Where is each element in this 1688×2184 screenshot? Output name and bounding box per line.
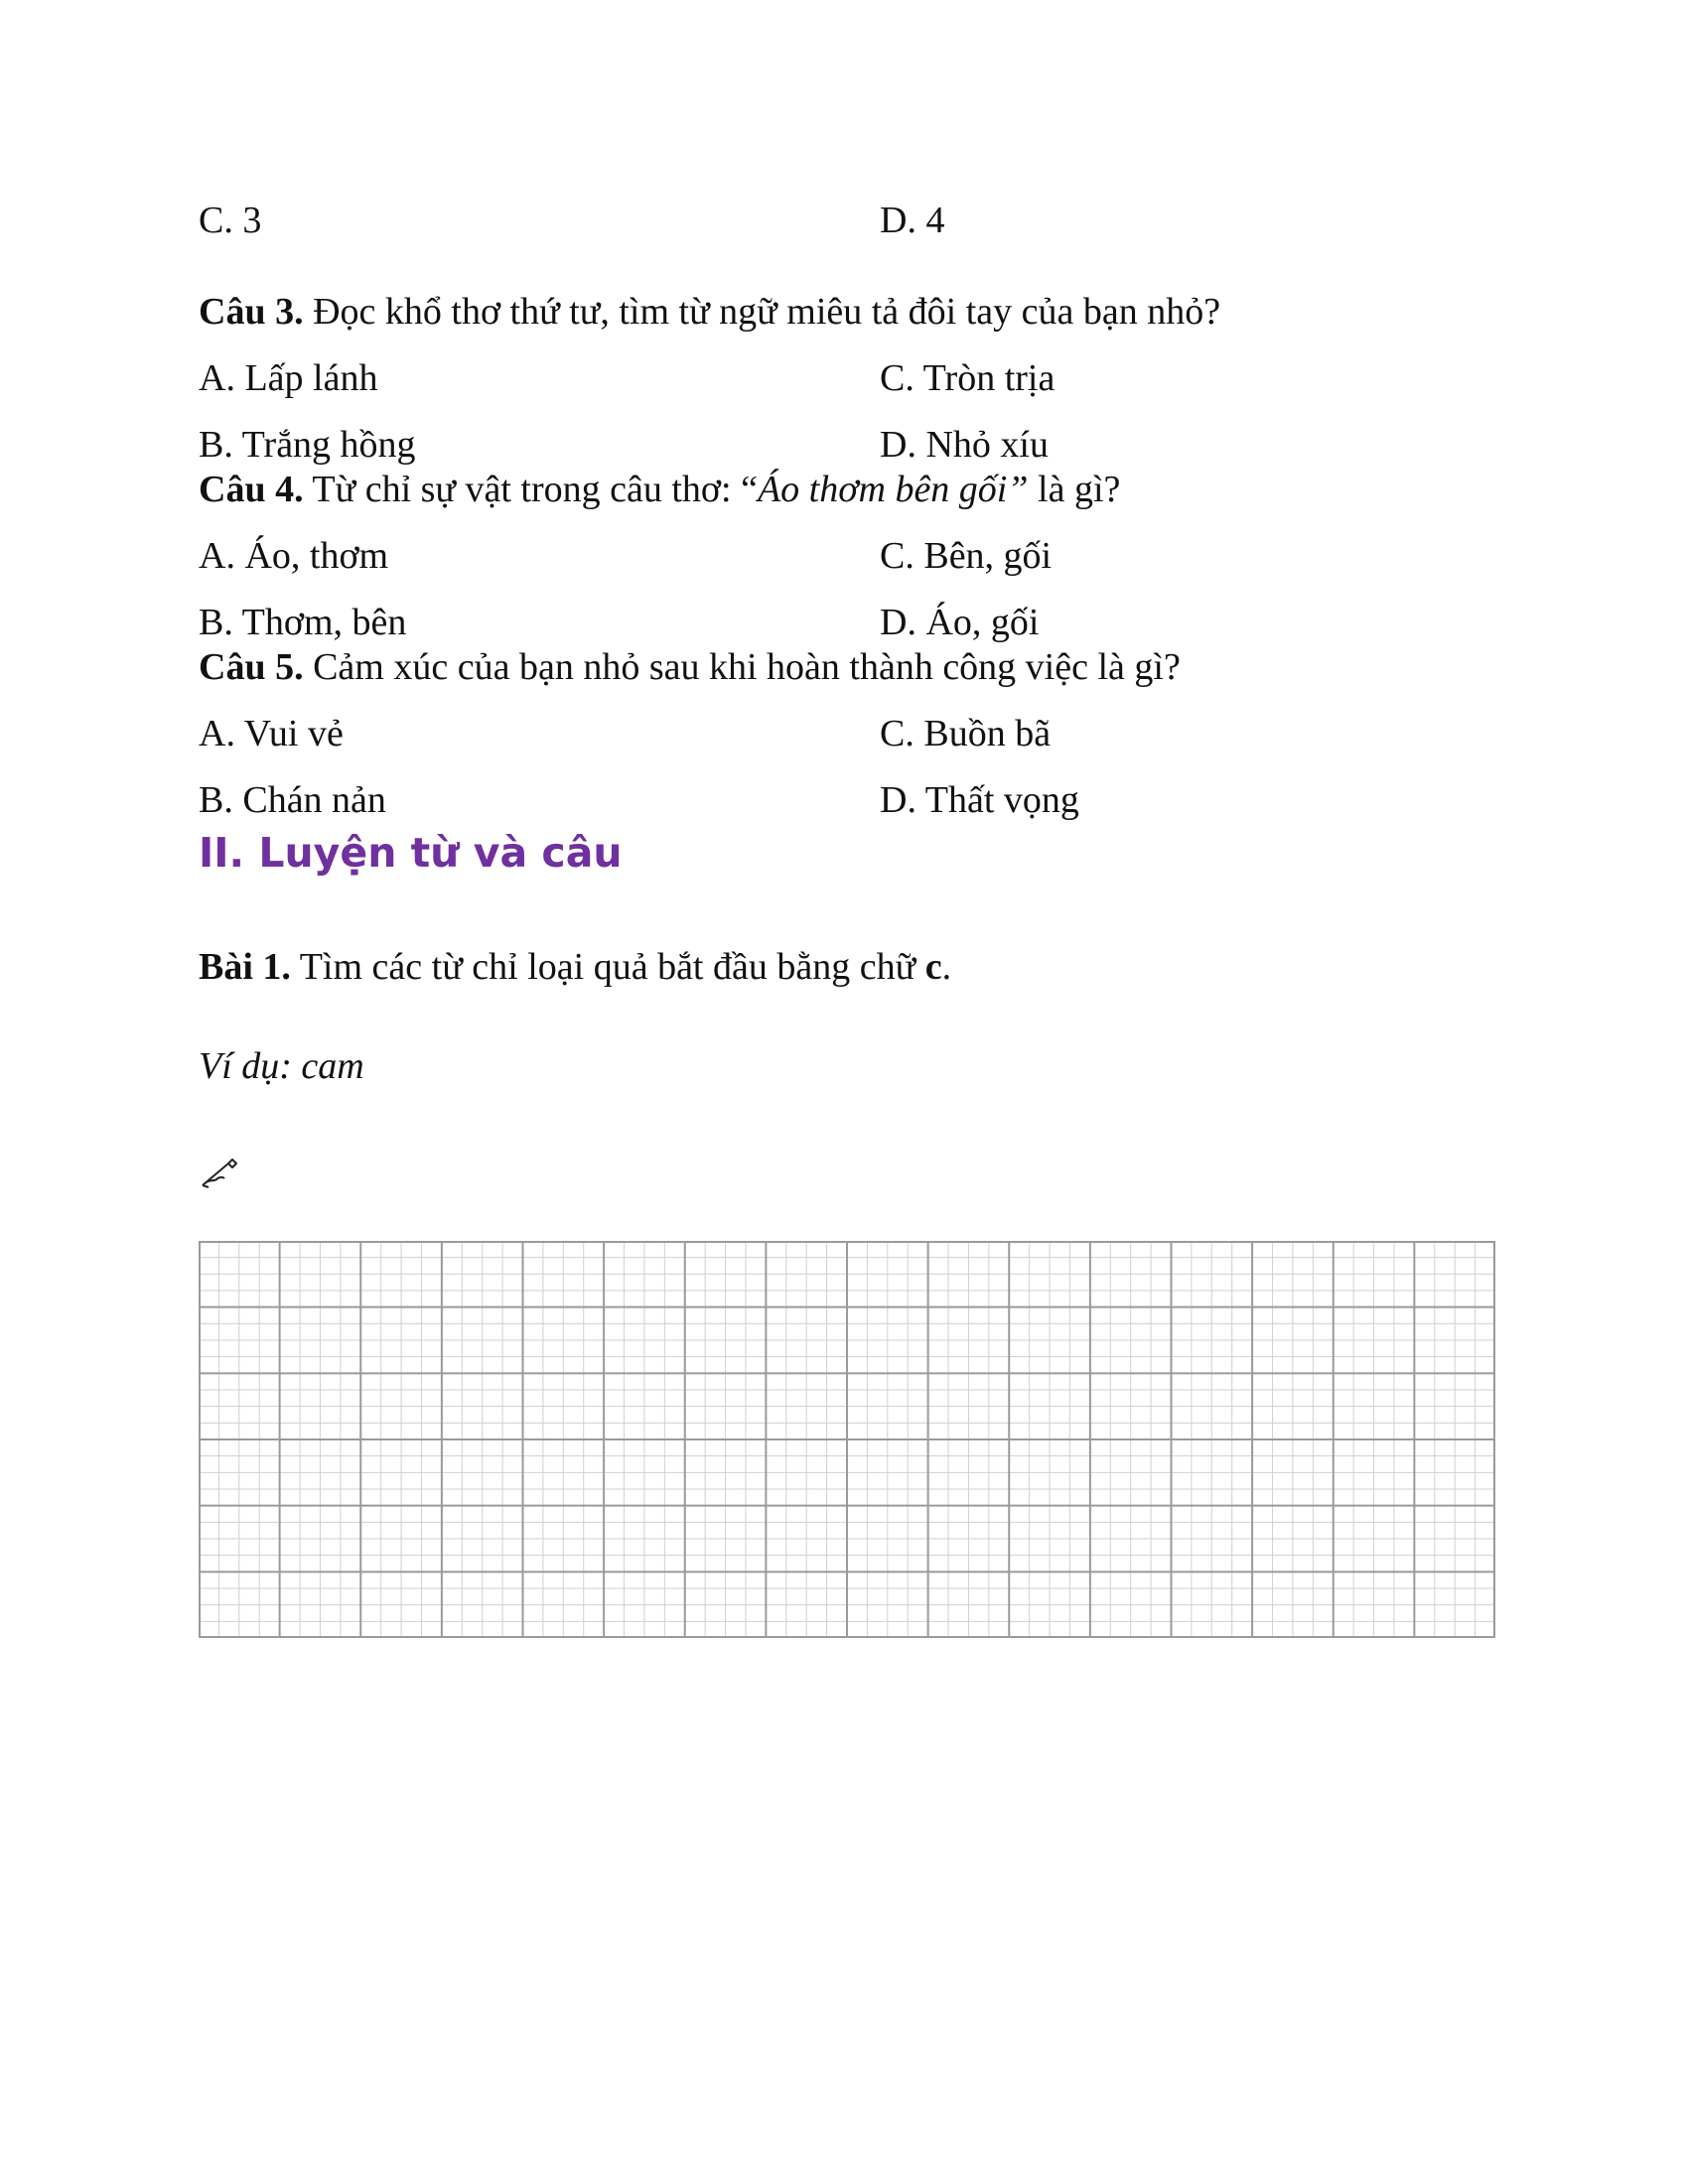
question-5 xyxy=(199,644,1181,690)
q2-option-c: C. 3 xyxy=(199,200,262,241)
question-5-text: Cảm xúc của bạn nhỏ sau khi hoàn thành công việc là gì? xyxy=(303,646,1181,688)
q4-option-d: D. Áo, gối xyxy=(880,602,1040,643)
exercise-1-text: Tìm các từ chỉ loại quả bắt đầu bằng chữ xyxy=(290,946,925,988)
q3-option-c: C. Tròn trịa xyxy=(880,357,1055,399)
q2-option-d: D. 4 xyxy=(880,200,945,241)
q3-option-a: A. Lấp lánh xyxy=(199,357,378,399)
exercise-1-letter: c xyxy=(924,946,942,988)
q5-option-a: A. Vui vẻ xyxy=(199,713,344,754)
exercise-1 xyxy=(199,944,951,990)
question-3-label: Câu 3. xyxy=(199,291,304,333)
q3-option-d: D. Nhỏ xíu xyxy=(880,424,1049,466)
question-3 xyxy=(199,289,1220,335)
question-4-quote: Áo thơm bên gối” xyxy=(757,469,1029,510)
section-title: II. Luyện từ và câu xyxy=(199,829,623,877)
q4-option-c: C. Bên, gối xyxy=(880,535,1053,577)
q5-option-b: B. Chán nản xyxy=(199,779,386,821)
exercise-1-label: Bài 1. xyxy=(199,946,291,988)
example-text: Ví dụ: cam xyxy=(199,1045,364,1087)
exercise-1-end: . xyxy=(941,946,952,988)
q3-option-b: B. Trắng hồng xyxy=(199,424,416,466)
question-4-text-before: Từ chỉ sự vật trong câu thơ: “ xyxy=(303,469,758,510)
q4-option-b: B. Thơm, bên xyxy=(199,602,407,643)
question-4 xyxy=(199,467,1120,512)
writing-hand-icon xyxy=(199,1150,242,1193)
q5-option-c: C. Buồn bã xyxy=(880,713,1052,754)
question-5-label: Câu 5. xyxy=(199,646,304,688)
question-3-text: Đọc khổ thơ thứ tư, tìm từ ngữ miêu tả đôi tay của bạn nhỏ? xyxy=(303,291,1221,333)
q4-option-a: A. Áo, thơm xyxy=(199,535,389,577)
question-4-label: Câu 4. xyxy=(199,469,304,510)
q5-option-d: D. Thất vọng xyxy=(880,779,1079,821)
writing-grid[interactable] xyxy=(199,1241,1495,1638)
question-4-text-after: là gì? xyxy=(1028,469,1121,510)
